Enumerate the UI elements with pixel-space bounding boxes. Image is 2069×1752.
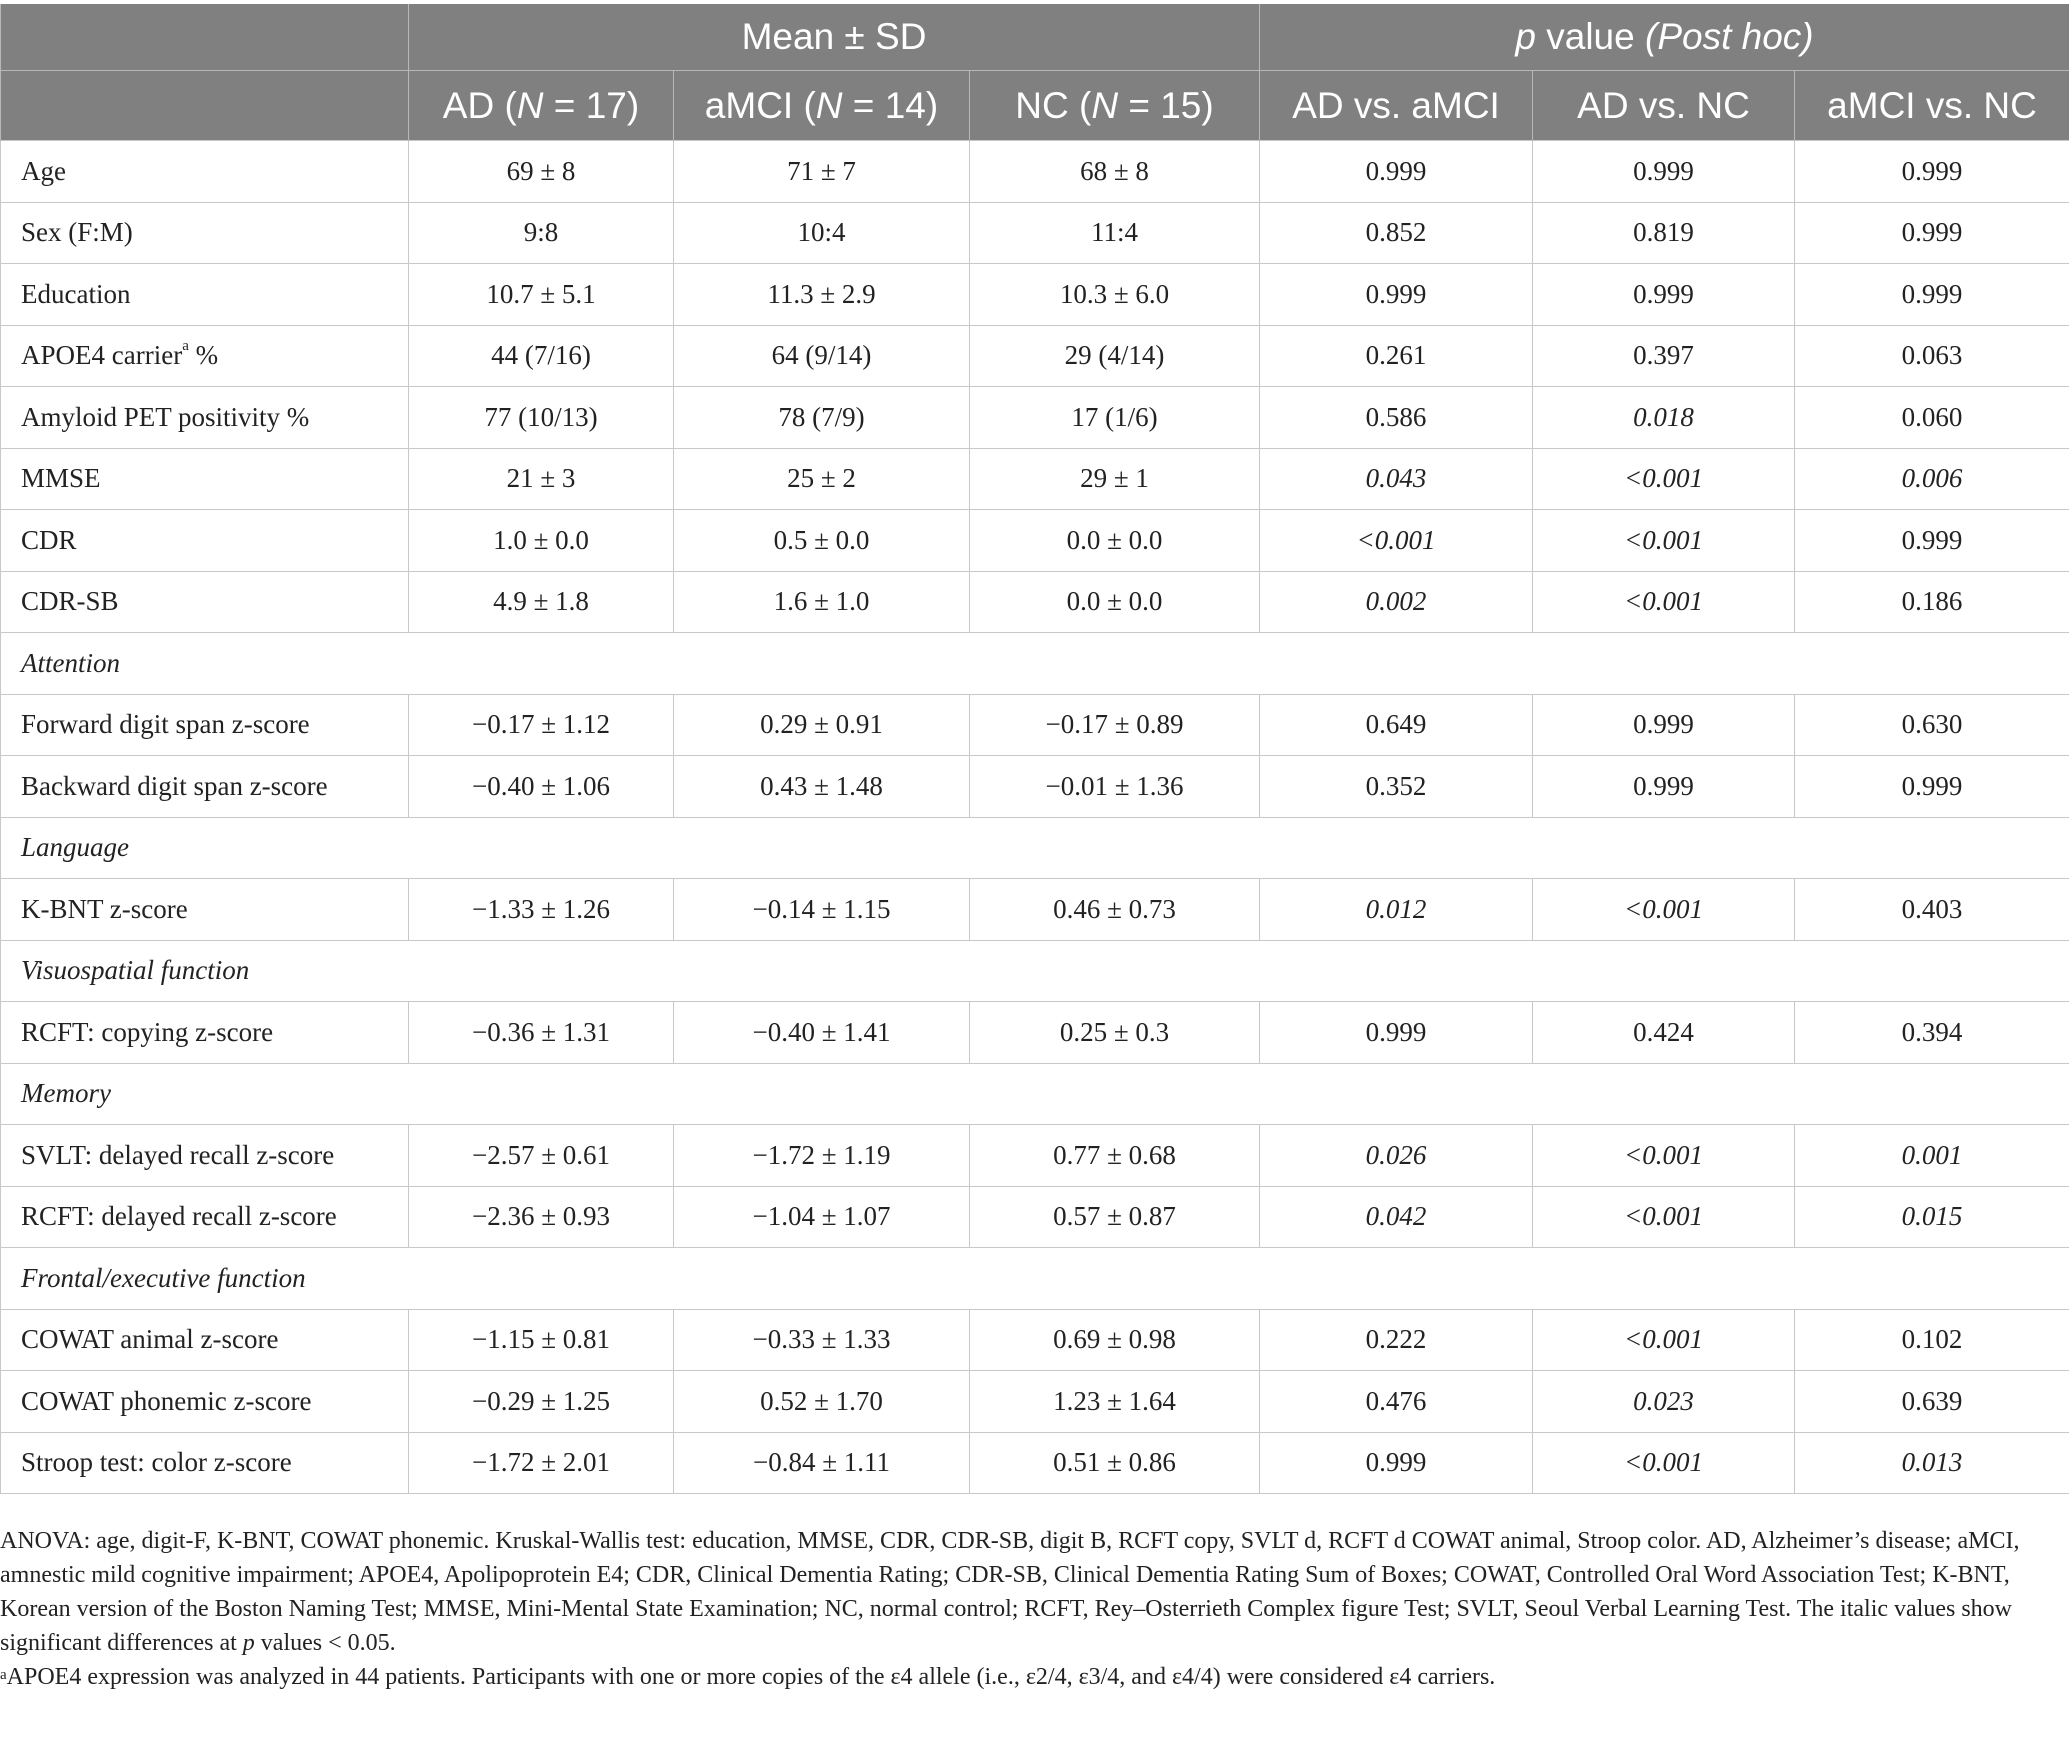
cell-ad: −1.33 ± 1.26 xyxy=(409,879,674,941)
table-row xyxy=(1,1186,2069,1248)
cell-p3: 0.394 xyxy=(1795,1002,2069,1064)
cell-p1: <0.001 xyxy=(1260,510,1533,572)
cell-p2: 0.819 xyxy=(1533,202,1795,264)
table-row xyxy=(1,1309,2069,1371)
cell-amci: 64 (9/14) xyxy=(674,325,970,387)
cell-p3: 0.630 xyxy=(1795,694,2069,756)
cell-amci: 0.52 ± 1.70 xyxy=(674,1371,970,1433)
cell-ad: 44 (7/16) xyxy=(409,325,674,387)
cell-nc: 10.3 ± 6.0 xyxy=(970,264,1260,326)
table-row xyxy=(1,202,2069,264)
table-row xyxy=(1,1002,2069,1064)
cell-ad: −0.40 ± 1.06 xyxy=(409,756,674,818)
cell-nc: 29 ± 1 xyxy=(970,448,1260,510)
cell-ad: −2.57 ± 0.61 xyxy=(409,1125,674,1187)
cell-p2: <0.001 xyxy=(1533,1186,1795,1248)
cell-p2: <0.001 xyxy=(1533,448,1795,510)
cell-p3: 0.013 xyxy=(1795,1432,2069,1494)
row-label: K-BNT z-score xyxy=(1,879,409,941)
cell-ad: 4.9 ± 1.8 xyxy=(409,571,674,633)
cell-p3: 0.102 xyxy=(1795,1309,2069,1371)
cell-p1: 0.586 xyxy=(1260,387,1533,449)
row-label: SVLT: delayed recall z-score xyxy=(1,1125,409,1187)
table-body xyxy=(1,141,2069,1494)
section-label: Language xyxy=(1,817,2069,879)
section-label: Frontal/executive function xyxy=(1,1248,2069,1310)
header-amci-vs-nc: aMCI vs. NC xyxy=(1795,71,2069,141)
cell-ad: −1.72 ± 2.01 xyxy=(409,1432,674,1494)
header-p-value: p value (Post hoc) xyxy=(1260,4,2069,71)
cell-p1: 0.999 xyxy=(1260,141,1533,203)
row-label: Forward digit span z-score xyxy=(1,694,409,756)
cell-ad: 21 ± 3 xyxy=(409,448,674,510)
cell-amci: −1.04 ± 1.07 xyxy=(674,1186,970,1248)
row-label: Education xyxy=(1,264,409,326)
section-row xyxy=(1,633,2069,695)
section-row xyxy=(1,817,2069,879)
cell-amci: −0.84 ± 1.11 xyxy=(674,1432,970,1494)
cell-p3: 0.186 xyxy=(1795,571,2069,633)
row-label: Sex (F:M) xyxy=(1,202,409,264)
table-row xyxy=(1,571,2069,633)
cell-p1: 0.002 xyxy=(1260,571,1533,633)
cell-p3: 0.639 xyxy=(1795,1371,2069,1433)
cell-p2: 0.999 xyxy=(1533,694,1795,756)
table-row xyxy=(1,1371,2069,1433)
cell-ad: −0.36 ± 1.31 xyxy=(409,1002,674,1064)
cell-p2: <0.001 xyxy=(1533,571,1795,633)
header-blank xyxy=(1,4,409,71)
table-row xyxy=(1,1432,2069,1494)
cell-p1: 0.999 xyxy=(1260,1002,1533,1064)
cell-p2: <0.001 xyxy=(1533,510,1795,572)
table-row xyxy=(1,141,2069,203)
cell-p1: 0.999 xyxy=(1260,264,1533,326)
cell-nc: −0.01 ± 1.36 xyxy=(970,756,1260,818)
cell-nc: 0.77 ± 0.68 xyxy=(970,1125,1260,1187)
cell-nc: 0.25 ± 0.3 xyxy=(970,1002,1260,1064)
row-label: COWAT phonemic z-score xyxy=(1,1371,409,1433)
cell-p3: 0.060 xyxy=(1795,387,2069,449)
cell-amci: 71 ± 7 xyxy=(674,141,970,203)
cell-p1: 0.476 xyxy=(1260,1371,1533,1433)
cell-p1: 0.852 xyxy=(1260,202,1533,264)
abbreviation-note: ANOVA: age, digit-F, K-BNT, COWAT phonemic. Kruskal-Wallis test: education, MMSE, CDR, CDR-SB, digit B, RCFT copy, SVLT d, RCFT d COWAT animal, Stroop color. AD, Alzheimer’s disease; aMCI, amnestic mild cognitive impairment; APOE4, Apolipoprotein E4; CDR, Clinical Dementia Rating; CDR-SB, Clinical Dementia Rating Sum of Boxes; COWAT, Controlled Oral Word Association Test; K-BNT, Korean version of the Boston Naming Test; MMSE, Mini-Mental State Examination; NC, normal control; RCFT, Rey–Osterrieth Complex figure Test; SVLT, Seoul Verbal Learning Test. The italic values show significant differences at p values < 0.05. xyxy=(0,1528,2020,1656)
cell-amci: 0.43 ± 1.48 xyxy=(674,756,970,818)
cell-p3: 0.999 xyxy=(1795,756,2069,818)
cell-ad: 69 ± 8 xyxy=(409,141,674,203)
section-label: Memory xyxy=(1,1063,2069,1125)
section-row xyxy=(1,1248,2069,1310)
cell-nc: 0.0 ± 0.0 xyxy=(970,510,1260,572)
cell-p2: <0.001 xyxy=(1533,1432,1795,1494)
cell-p3: 0.006 xyxy=(1795,448,2069,510)
table-row xyxy=(1,387,2069,449)
cell-p1: 0.026 xyxy=(1260,1125,1533,1187)
table-row xyxy=(1,694,2069,756)
header-ad-vs-amci: AD vs. aMCI xyxy=(1260,71,1533,141)
cell-ad: −1.15 ± 0.81 xyxy=(409,1309,674,1371)
header-ad: AD (N = 17) xyxy=(409,71,674,141)
cell-amci: 10:4 xyxy=(674,202,970,264)
row-label: Backward digit span z-score xyxy=(1,756,409,818)
characteristics-table xyxy=(0,4,2069,1494)
section-label: Attention xyxy=(1,633,2069,695)
table-row xyxy=(1,325,2069,387)
cell-amci: −0.14 ± 1.15 xyxy=(674,879,970,941)
cell-p2: 0.999 xyxy=(1533,264,1795,326)
cell-amci: 11.3 ± 2.9 xyxy=(674,264,970,326)
row-label: Amyloid PET positivity % xyxy=(1,387,409,449)
header-ad-vs-nc: AD vs. NC xyxy=(1533,71,1795,141)
cell-amci: −0.33 ± 1.33 xyxy=(674,1309,970,1371)
cell-p2: 0.999 xyxy=(1533,141,1795,203)
cell-p2: 0.018 xyxy=(1533,387,1795,449)
cell-p1: 0.043 xyxy=(1260,448,1533,510)
cell-ad: −2.36 ± 0.93 xyxy=(409,1186,674,1248)
table-row xyxy=(1,756,2069,818)
section-label: Visuospatial function xyxy=(1,940,2069,1002)
row-label: RCFT: delayed recall z-score xyxy=(1,1186,409,1248)
cell-ad: −0.17 ± 1.12 xyxy=(409,694,674,756)
row-label: RCFT: copying z-score xyxy=(1,1002,409,1064)
cell-p1: 0.999 xyxy=(1260,1432,1533,1494)
cell-ad: 10.7 ± 5.1 xyxy=(409,264,674,326)
row-label: Stroop test: color z-score xyxy=(1,1432,409,1494)
row-label: COWAT animal z-score xyxy=(1,1309,409,1371)
header-column-row xyxy=(1,71,2069,141)
cell-p1: 0.649 xyxy=(1260,694,1533,756)
cell-p3: 0.063 xyxy=(1795,325,2069,387)
cell-amci: −0.40 ± 1.41 xyxy=(674,1002,970,1064)
cell-p3: 0.999 xyxy=(1795,141,2069,203)
cell-p2: 0.999 xyxy=(1533,756,1795,818)
cell-amci: −1.72 ± 1.19 xyxy=(674,1125,970,1187)
cell-ad: 9:8 xyxy=(409,202,674,264)
cell-ad: 77 (10/13) xyxy=(409,387,674,449)
header-blank-2 xyxy=(1,71,409,141)
cell-nc: 0.0 ± 0.0 xyxy=(970,571,1260,633)
cell-nc: 0.51 ± 0.86 xyxy=(970,1432,1260,1494)
cell-p1: 0.352 xyxy=(1260,756,1533,818)
cell-nc: −0.17 ± 0.89 xyxy=(970,694,1260,756)
cell-nc: 0.57 ± 0.87 xyxy=(970,1186,1260,1248)
row-label: Age xyxy=(1,141,409,203)
cell-amci: 78 (7/9) xyxy=(674,387,970,449)
cell-nc: 17 (1/6) xyxy=(970,387,1260,449)
cell-ad: 1.0 ± 0.0 xyxy=(409,510,674,572)
cell-nc: 1.23 ± 1.64 xyxy=(970,1371,1260,1433)
cell-amci: 1.6 ± 1.0 xyxy=(674,571,970,633)
cell-p1: 0.012 xyxy=(1260,879,1533,941)
header-amci: aMCI (N = 14) xyxy=(674,71,970,141)
cell-p1: 0.042 xyxy=(1260,1186,1533,1248)
cell-nc: 0.69 ± 0.98 xyxy=(970,1309,1260,1371)
cell-p3: 0.015 xyxy=(1795,1186,2069,1248)
table-row xyxy=(1,264,2069,326)
cell-amci: 0.5 ± 0.0 xyxy=(674,510,970,572)
table-row xyxy=(1,1125,2069,1187)
cell-p2: <0.001 xyxy=(1533,1125,1795,1187)
cell-amci: 25 ± 2 xyxy=(674,448,970,510)
cell-p3: 0.999 xyxy=(1795,264,2069,326)
cell-nc: 68 ± 8 xyxy=(970,141,1260,203)
header-nc: NC (N = 15) xyxy=(970,71,1260,141)
cell-amci: 0.29 ± 0.91 xyxy=(674,694,970,756)
table-row xyxy=(1,510,2069,572)
section-row xyxy=(1,940,2069,1002)
cell-nc: 29 (4/14) xyxy=(970,325,1260,387)
table-row xyxy=(1,448,2069,510)
table-notes xyxy=(0,1524,2060,1694)
row-label: CDR-SB xyxy=(1,571,409,633)
cell-p2: <0.001 xyxy=(1533,879,1795,941)
section-row xyxy=(1,1063,2069,1125)
cell-p3: 0.403 xyxy=(1795,879,2069,941)
cell-p2: 0.023 xyxy=(1533,1371,1795,1433)
cell-p2: 0.397 xyxy=(1533,325,1795,387)
row-label: APOE4 carrier$^a$ % xyxy=(1,325,409,387)
cell-ad: −0.29 ± 1.25 xyxy=(409,1371,674,1433)
header-group-row xyxy=(1,4,2069,71)
apoe4-footnote: $^a$APOE4 expression was analyzed in 44 patients. Participants with one or more copies of the ε4 allele (i.e., ε2/4, ε3/4, and ε4/4) were considered ε4 carriers. xyxy=(0,1664,1496,1690)
cell-nc: 0.46 ± 0.73 xyxy=(970,879,1260,941)
cell-p1: 0.261 xyxy=(1260,325,1533,387)
table-row xyxy=(1,879,2069,941)
cell-p3: 0.999 xyxy=(1795,202,2069,264)
cell-p3: 0.999 xyxy=(1795,510,2069,572)
header-mean-sd: Mean ± SD xyxy=(409,4,1260,71)
cell-p3: 0.001 xyxy=(1795,1125,2069,1187)
cell-p1: 0.222 xyxy=(1260,1309,1533,1371)
cell-p2: <0.001 xyxy=(1533,1309,1795,1371)
cell-p2: 0.424 xyxy=(1533,1002,1795,1064)
row-label: CDR xyxy=(1,510,409,572)
row-label: MMSE xyxy=(1,448,409,510)
cell-nc: 11:4 xyxy=(970,202,1260,264)
